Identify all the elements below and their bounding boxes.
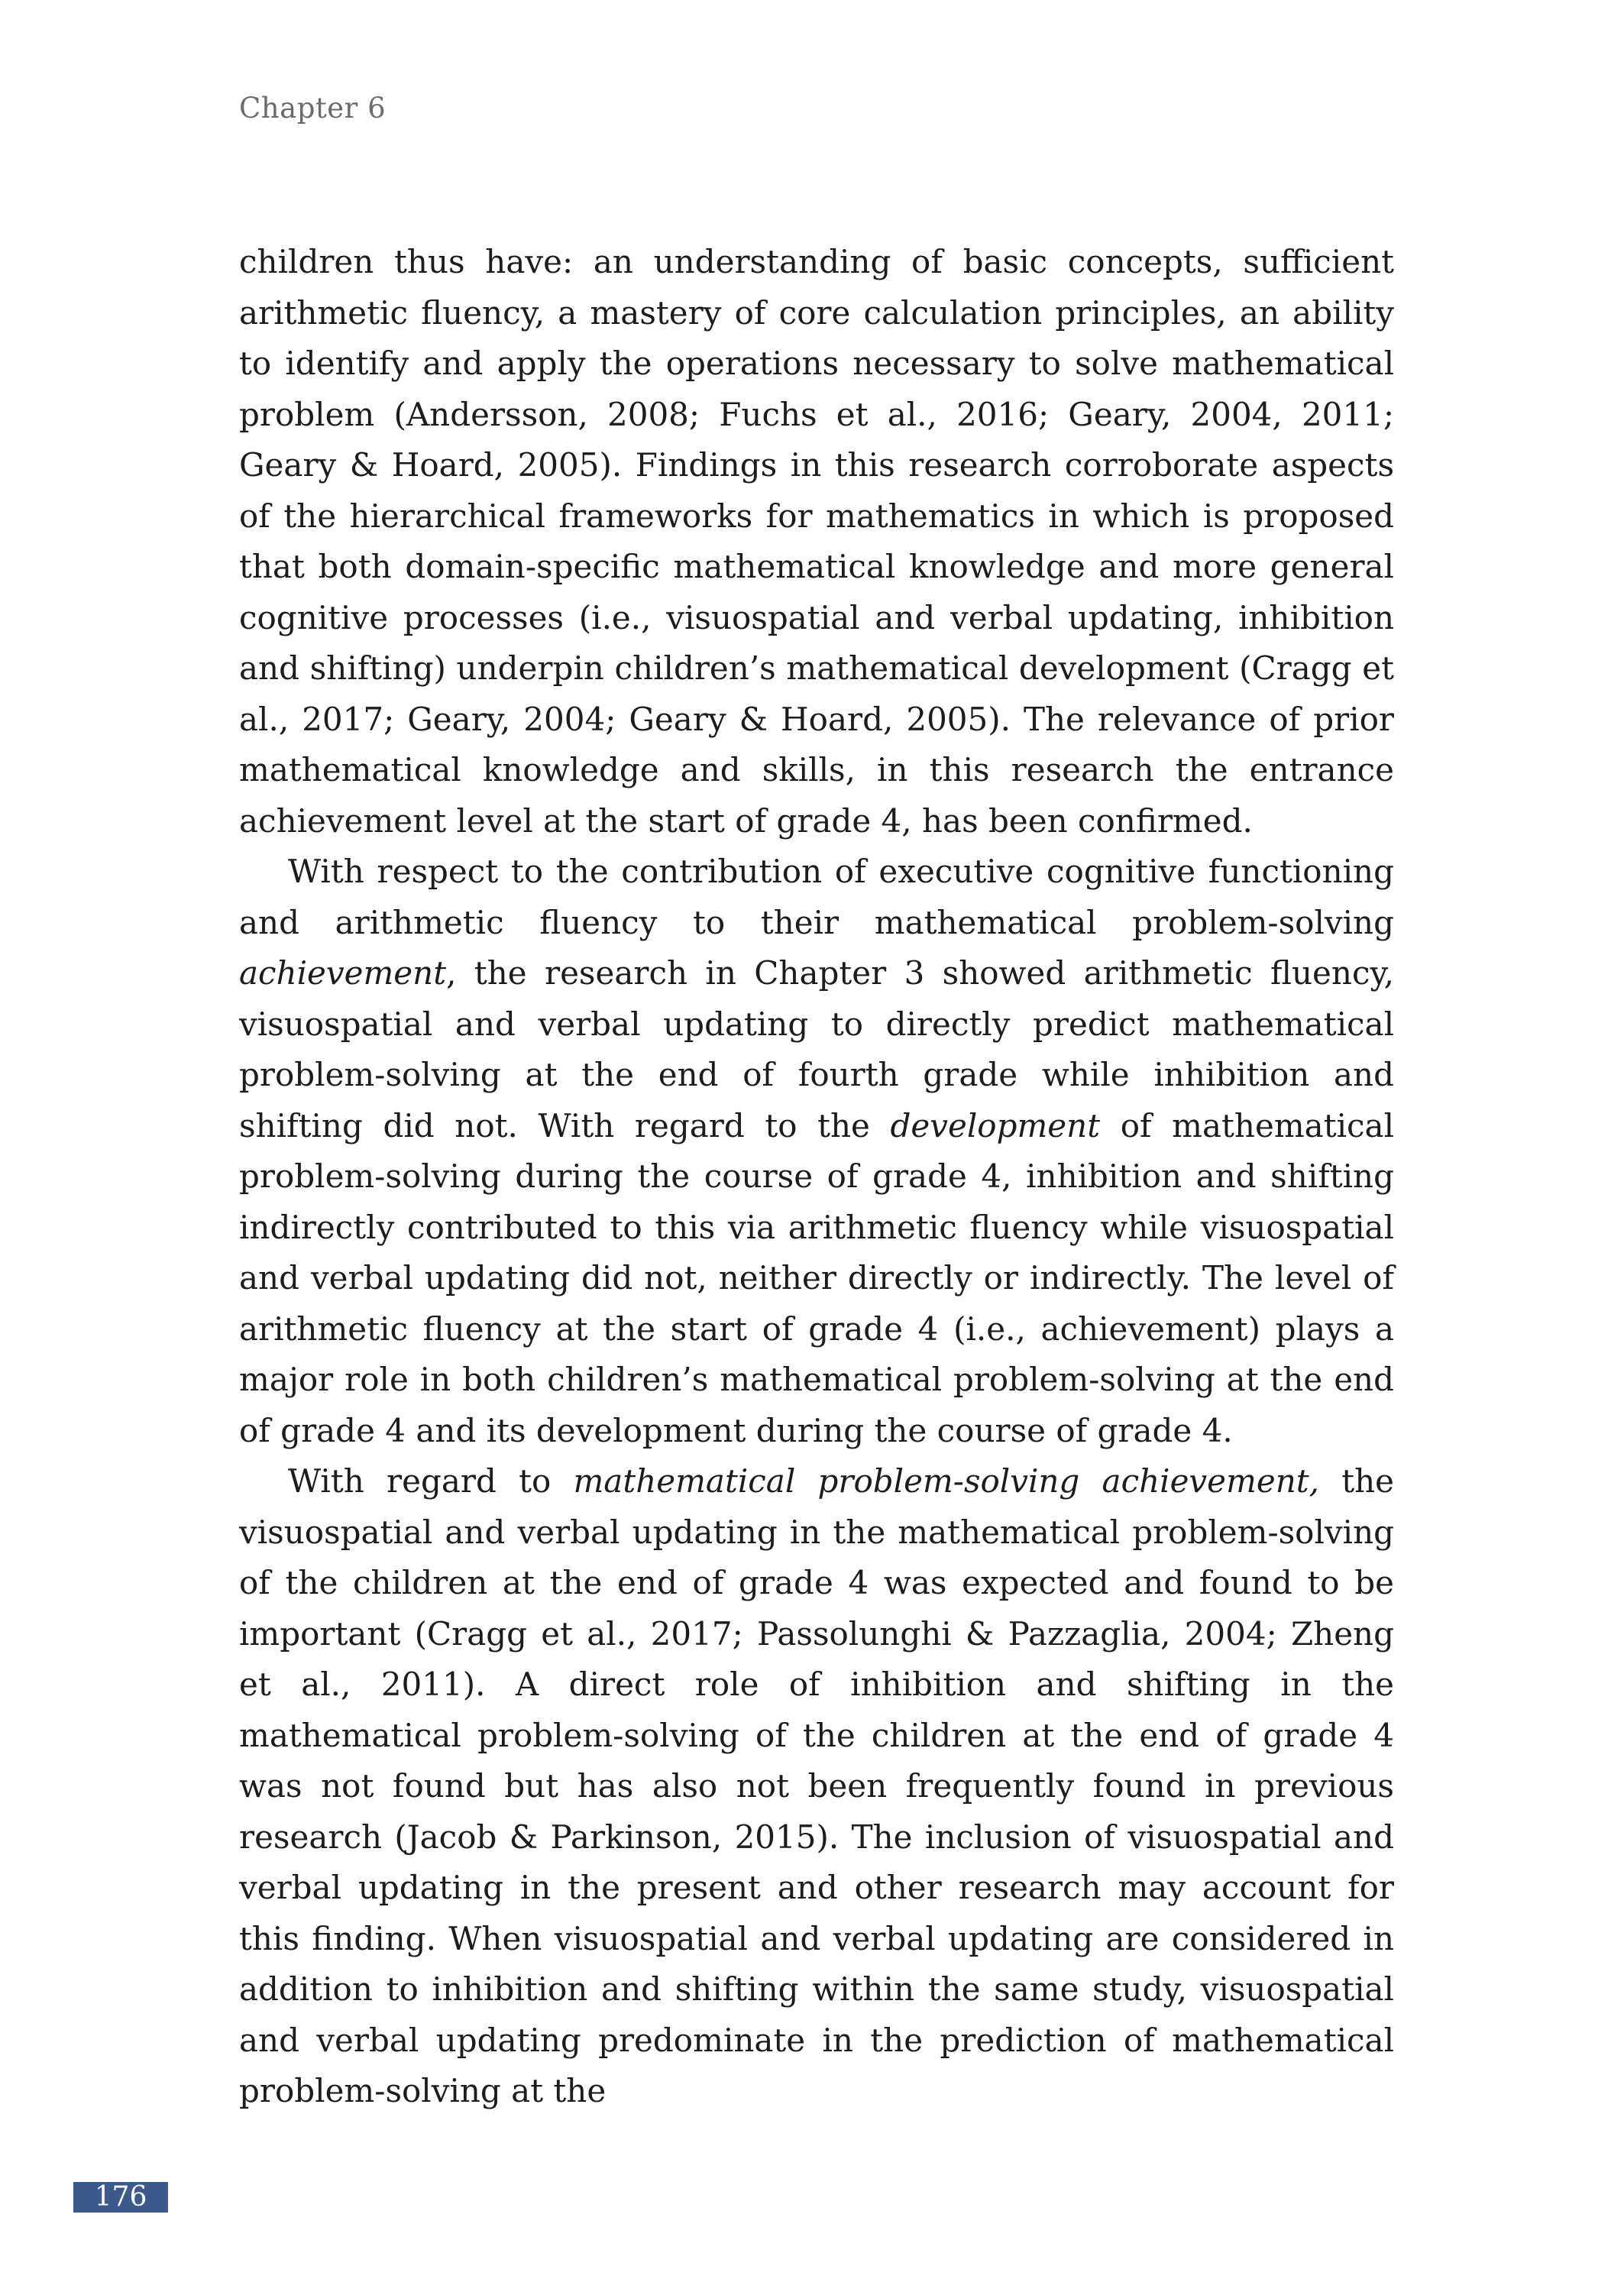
body-text bbox=[239, 237, 1394, 2117]
paragraph-1: children thus have: an understanding of basic concepts, sufficient arithmetic fluency, a mastery of core calculation principles, an ability to identify and apply the operations necessary to solve mathematical problem (Andersson, 2008; Fuchs et al., 2016; Geary, 2004, 2011; Geary & Hoard, 2005). Findings in this research corroborate aspects of the hierarchical frameworks for mathematics in which is proposed that both domain-specific mathematical knowledge and more general cognitive processes (i.e., visuospatial and verbal updating, inhibition and shifting) underpin children’s mathematical development (Cragg et al., 2017; Geary, 2004; Geary & Hoard, 2005). The relevance of prior mathematical knowledge and skills, in this research the entrance achievement level at the start of grade 4, has been confirmed. bbox=[239, 243, 1394, 840]
paragraph-2-text-3: of mathematical problem-solving during the course of grade 4, inhibition and shifting indirectly contributed to this via arithmetic fluency while visuospatial and verbal updating did not, neither directly or indirectly. The level of arithmetic fluency at the start of grade 4 (i.e., achievement) plays a major role in both children’s mathematical problem-solving at the end of grade 4 and its development during the course of grade 4. bbox=[239, 1106, 1394, 1449]
paragraph-2-text-2: , the research in Chapter 3 showed arithmetic fluency, visuospatial and verbal updating to directly predict mathematical problem-solving at the end of fourth grade while inhibition and shifting did not. With regard to the bbox=[239, 954, 1394, 1144]
page-number: 176 bbox=[73, 2182, 168, 2213]
paragraph-3-text-2: the visuospatial and verbal updating in the mathematical problem-solving of the children at the end of grade 4 was expected and found to be important (Cragg et al., 2017; Passolunghi & Pazzaglia, 2004; Zheng et al., 2011). A direct role of inhibition and shifting in the mathematical problem-solving of the children at the end of grade 4 was not found but has also not been frequently found in previous research (Jacob & Parkinson, 2015). The inclusion of visuospatial and verbal updating in the present and other research may account for this finding. When visuospatial and verbal updating are considered in addition to inhibition and shifting within the same study, visuospatial and verbal updating predominate in the prediction of mathematical problem-solving at the bbox=[239, 1462, 1394, 2109]
paragraph-2-emphasis-development: development bbox=[890, 1106, 1101, 1144]
paragraph-2 bbox=[239, 847, 1394, 1456]
paragraph-2-text-1: With respect to the contribution of executive cognitive functioning and arithmetic fluency to their mathematical problem-solving bbox=[239, 853, 1394, 941]
paragraph-3 bbox=[239, 1456, 1394, 2117]
running-head: Chapter 6 bbox=[239, 92, 387, 125]
paragraph-3-text-1: With regard to bbox=[288, 1462, 574, 1500]
paragraph-3-emphasis-achievement: mathematical problem-solving achievement, bbox=[573, 1462, 1319, 1500]
paragraph-2-emphasis-achievement: achievement bbox=[239, 954, 447, 992]
